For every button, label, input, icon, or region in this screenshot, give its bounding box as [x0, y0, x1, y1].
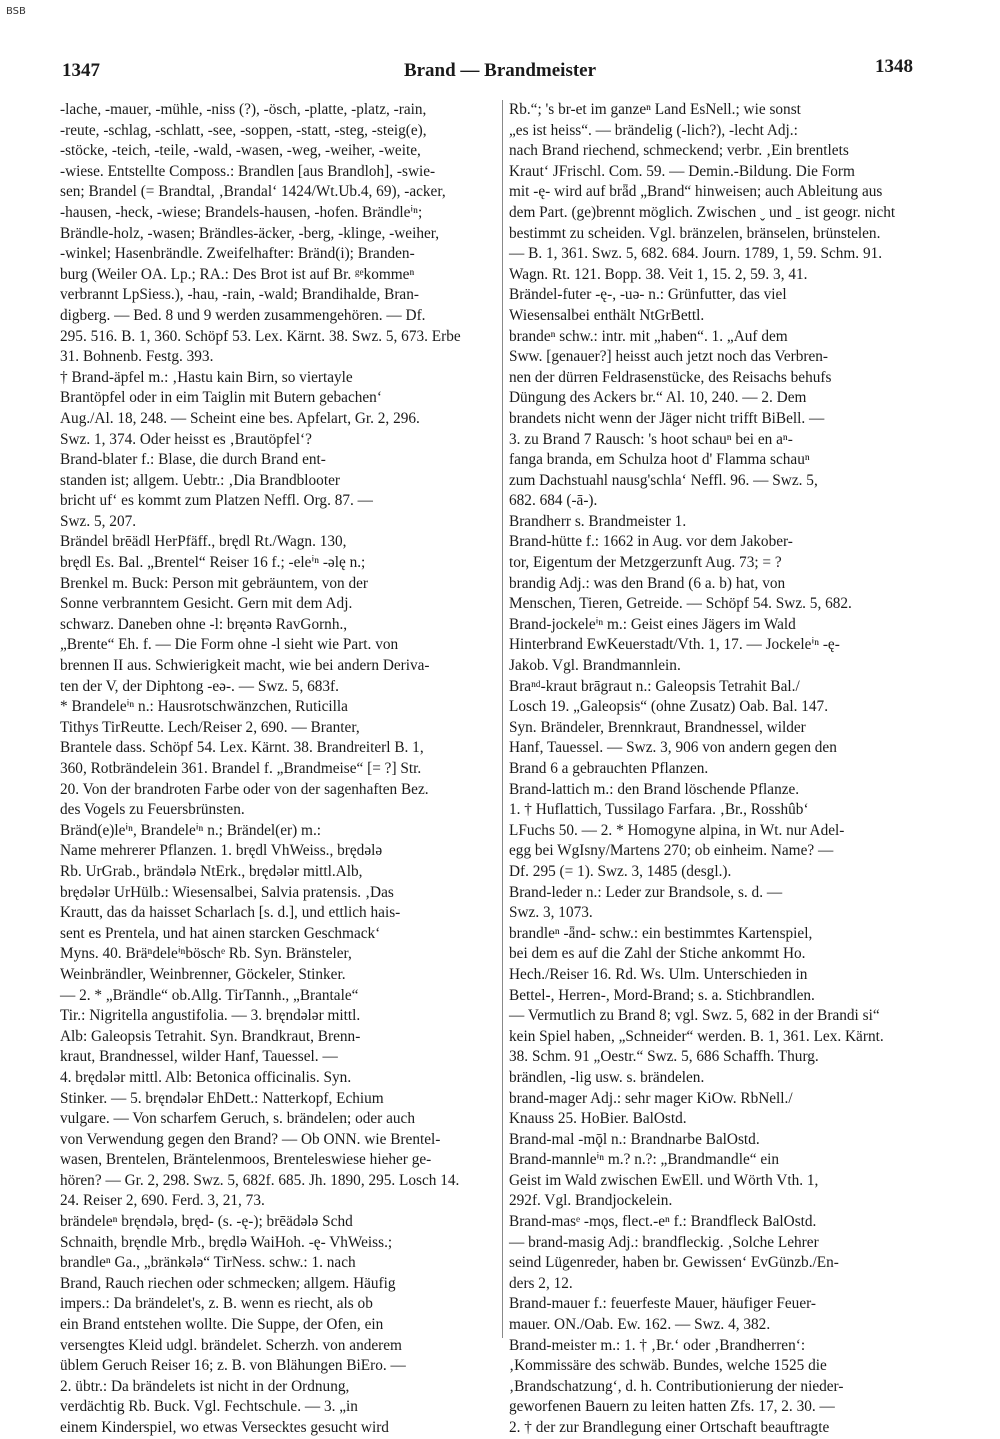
text-line: ders 2, 12.: [509, 1274, 573, 1292]
text-line: — Vermutlich zu Brand 8; vgl. Swz. 5, 682 in der Brandi si“: [509, 1007, 880, 1025]
text-line: nen der dürren Feldrasenstücke, des Reisachs behufs: [509, 368, 832, 386]
text-line: -hausen, -heck, -wiese; Brandels-hausen, -hofen. Brändleⁱⁿ;: [60, 203, 423, 221]
text-line: vulgare. — Von scharfem Geruch, s. brändelen; oder auch: [60, 1110, 415, 1128]
text-line: Tithys TirReutte. Lech/Reiser 2, 690. — Branter,: [60, 718, 360, 736]
text-line: Bränd(e)leⁱⁿ, Brandeleⁱⁿ n.; Brändel(er) m.:: [60, 821, 322, 839]
text-line: bei dem es auf die Zahl der Stiche ankommt Ho.: [509, 945, 806, 963]
text-line: sen; Brandel (= Brandtal, ‚Brandal‘ 1424/Wt.Ub.4, 69), -acker,: [60, 183, 446, 201]
text-line: fanga branda, em Schulza hoot d' Flamma schauⁿ: [509, 451, 810, 469]
text-line: verdächtig Rb. Buck. Vgl. Fechtschule. — 3. „in: [60, 1398, 358, 1416]
text-line: dem Part. (ge)brennt möglich. Zwischen ˬ und ˍ ist geogr. nicht: [509, 203, 896, 221]
text-line: sent es Prentela, und hat ainen starcken Geschmack‘: [60, 924, 381, 942]
text-line: Brand 6 a gebrauchten Pflanzen.: [509, 760, 709, 777]
text-line: LFuchs 50. — 2. * Homogyne alpina, in Wt. nur Adel-: [509, 821, 845, 839]
text-line: ein Brand entstehen wollte. Die Suppe, der Ofen, ein: [60, 1316, 384, 1334]
right-column: [509, 100, 934, 1436]
text-line: * Brandeleⁱⁿ n.: Hausrotschwänzchen, Ruticilla: [60, 698, 348, 716]
text-line: Weinbrändler, Weinbrenner, Göckeler, Stinker.: [60, 965, 346, 983]
text-line: 2. übtr.: Da brändelets ist nicht in der Ordnung,: [60, 1377, 350, 1395]
text-line: -reute, -schlag, -schlatt, -see, -soppen, -statt, -steg, -steig(e),: [60, 121, 427, 139]
text-line: Alb: Galeopsis Tetrahit. Syn. Brandkraut, Brenn-: [60, 1027, 361, 1045]
text-line: — 2. * „Brändle“ ob.Allg. TirTannh., „Brantale“: [60, 986, 359, 1004]
running-header: Brand — Brandmeister: [403, 60, 597, 81]
text-line: Swz. 5, 207.: [60, 512, 137, 530]
text-line: Myns. 40. Bräⁿdeleⁱⁿböschᵉ Rb. Syn. Bränsteler,: [60, 945, 352, 963]
text-line: Hech./Reiser 16. Rd. Ws. Ulm. Unterschieden in: [509, 965, 808, 983]
text-line: mauer. ON./Oab. Ew. 162. — Swz. 4, 382.: [509, 1316, 771, 1334]
text-line: brędl Es. Bal. „Brentel“ Reiser 16 f.; -eleⁱⁿ -əlę n.;: [60, 554, 366, 572]
page-number-right: 1348: [875, 56, 913, 77]
text-line: Name mehrerer Pflanzen. 1. brędl VhWeiss., brędələ: [60, 842, 383, 860]
text-line: Brand-hütte f.: 1662 in Aug. vor dem Jakober-: [509, 533, 793, 551]
text-line: impers.: Da brändelet's, z. B. wenn es riecht, als ob: [60, 1295, 373, 1313]
text-line: 4. brędələr mittl. Alb: Betonica officinalis. Syn.: [60, 1068, 352, 1086]
text-line: Geist im Wald zwischen EwEll. und Wörth Vth. 1,: [509, 1171, 819, 1189]
text-line: † Brand-äpfel m.: ‚Hastu kain Birn, so viertayle: [60, 368, 353, 386]
text-line: 2. † der zur Brandlegung einer Ortschaft beauftragte: [509, 1419, 830, 1436]
text-line: Brand-mannleⁱⁿ m.? n.?: „Brandmandle“ ein: [509, 1151, 780, 1169]
text-line: ten der V, der Diphtong -eə-. — Swz. 5, 683f.: [60, 677, 339, 695]
text-line: Aug./Al. 18, 248. — Scheint eine bes. Apfelart, Gr. 2, 296.: [60, 409, 420, 427]
text-line: standen ist; allgem. Uebtr.: ‚Dia Brandblooter: [60, 471, 340, 489]
text-line: ‚Kommissäre des schwäb. Bundes, welche 1525 die: [509, 1357, 827, 1375]
text-line: brandeⁿ schw.: intr. mit „haben“. 1. „Auf dem: [509, 327, 788, 345]
text-line: kraut, Brandnessel, wilder Hanf, Tauessel. —: [60, 1048, 338, 1066]
text-line: schwarz. Daneben ohne -l: bręəntə RavGornh.,: [60, 615, 348, 633]
text-line: „es ist heiss“. — brändelig (-lich?), -lecht Adj.:: [509, 121, 798, 139]
text-line: Brand-meister m.: 1. † ‚Br.‘ oder ‚Brandherren‘:: [509, 1336, 806, 1354]
text-line: Syn. Brändeler, Brennkraut, Brandnessel, wilder: [509, 718, 806, 736]
text-line: Schnaith, bręndle Mrb., brędlə WaiHoh. -ę- VhWeiss.;: [60, 1233, 393, 1251]
text-line: Brand-mal -mǭl n.: Brandnarbe BalOstd.: [509, 1130, 760, 1148]
text-line: Bettel-, Herren-, Mord-Brand; s. a. Stichbrandlen.: [509, 986, 815, 1004]
text-line: Brand-masᵉ -mǫs, flect.-eⁿ f.: Brandfleck BalOstd.: [509, 1213, 817, 1231]
text-line: brändeleⁿ bręndələ, bręd- (s. -ę-); brēädələ Schd: [60, 1213, 353, 1231]
text-line: versengtes Kleid udgl. brändelet. Scherzh. von anderem: [60, 1336, 402, 1354]
text-line: von Verwendung gegen den Brand? — Ob ONN. wie Brentel-: [60, 1130, 441, 1148]
text-line: Tir.: Nigritella angustifolia. — 3. bręndələr mittl.: [60, 1007, 361, 1025]
text-line: brandleⁿ Ga., „bränkələ“ TirNess. schw.: 1. nach: [60, 1254, 356, 1272]
text-line: mit -ę- wird auf brǟd „Brand“ hinweisen; auch Ableitung aus: [509, 183, 883, 201]
text-line: brandig Adj.: was den Brand (6 a. b) hat, von: [509, 574, 786, 592]
text-line: „Brente“ Eh. f. — Die Form ohne -l sieht wie Part. von: [60, 636, 399, 654]
text-line: 682. 684 (-ā-).: [509, 492, 598, 510]
text-line: — B. 1, 361. Swz. 5, 682. 684. Journ. 1789, 1, 59. Schm. 91.: [509, 245, 883, 263]
text-line: 31. Bohnenb. Festg. 393.: [60, 348, 214, 366]
text-line: brand-mager Adj.: sehr mager KiOw. RbNell./: [509, 1089, 793, 1107]
text-line: Sonne verbranntem Gesicht. Gern mit dem Adj.: [60, 595, 353, 613]
text-line: -stöcke, -teich, -teile, -wald, -wasen, -weg, -weiher, -weite,: [60, 142, 421, 160]
text-line: kein Spiel haben, „Schneider“ werden. B. 1, 361. Lex. Kärnt.: [509, 1027, 884, 1045]
page-number-left: 1347: [62, 60, 100, 81]
text-line: Brand, Rauch riechen oder schmecken; allgem. Häufig: [60, 1274, 396, 1292]
text-line: Braⁿᵈ-kraut brāgraut n.: Galeopsis Tetrahit Bal./: [509, 677, 800, 695]
text-line: Brand-leder n.: Leder zur Brandsole, s. d. —: [509, 883, 783, 901]
text-line: Brändel brēädl HerPfäff., brędl Rt./Wagn. 130,: [60, 533, 347, 551]
text-line: Df. 295 (= 1). Swz. 3, 1485 (desgl.).: [509, 862, 732, 880]
text-line: 292f. Vgl. Brandjockelein.: [509, 1192, 673, 1210]
text-line: Sww. [genauer?] heisst auch jetzt noch das Verbren-: [509, 348, 828, 366]
text-line: bestimmt zu scheiden. Vgl. bränzelen, bränselen, brünstelen.: [509, 224, 881, 242]
text-line: üblem Geruch Reiser 16; z. B. von Blähungen BiEro. —: [60, 1357, 406, 1375]
text-line: Krautt, das da haisset Scharlach [s. d.], und ettlich hais-: [60, 904, 401, 922]
text-line: Swz. 1, 374. Oder heisst es ‚Brautöpfel‘?: [60, 430, 312, 448]
text-line: -wiese. Entstellte Composs.: Brandlen [aus Brandloh], -swie-: [60, 162, 436, 180]
text-line: Hinterbrand EwKeuerstadt/Vth. 1, 17. — Jockeleⁱⁿ -ę-: [509, 636, 840, 654]
text-line: des Vogels zu Feuersbrünsten.: [60, 801, 245, 819]
text-line: Brand-jockeleⁱⁿ m.: Geist eines Jägers im Wald: [509, 615, 796, 633]
text-line: Kraut‘ JFrischl. Com. 59. — Demin.-Bildung. Die Form: [509, 162, 855, 180]
text-line: zum Dachstuahl nausg'schla‘ Neffl. 96. — Swz. 5,: [509, 471, 818, 489]
text-line: Stinker. — 5. bręndələr EhDett.: Natterkopf, Echium: [60, 1089, 384, 1107]
text-line: -lache, -mauer, -mühle, -niss (?), -ösch, -platte, -platz, -rain,: [60, 101, 427, 118]
text-line: bricht uf‘ es kommt zum Platzen Neffl. Org. 87. —: [60, 492, 373, 510]
column-divider: [502, 100, 503, 1338]
text-line: einem Kinderspiel, wo etwas Versecktes gesucht wird: [60, 1419, 389, 1436]
text-line: hören? — Gr. 2, 298. Swz. 5, 682f. 685. Jh. 1890, 295. Losch 14.: [60, 1171, 460, 1189]
text-line: brandleⁿ -ǟnd- schw.: ein bestimmtes Kartenspiel,: [509, 924, 813, 942]
text-line: Losch 19. „Galeopsis“ (ohne Zusatz) Oab. Bal. 147.: [509, 698, 829, 716]
text-line: verbrannt LpSiess.), -hau, -rain, -wald; Brandihalde, Bran-: [60, 286, 419, 304]
text-line: seind Lügenreder, haben br. Gewissen‘ EvGünzb./En-: [509, 1254, 839, 1272]
text-line: Knauss 25. HoBier. BalOstd.: [509, 1110, 687, 1128]
text-line: 360, Rotbrändelein 361. Brandel f. „Brandmeise“ [= ?] Str.: [60, 760, 422, 777]
text-line: Brändel-futer -ę-, -uə- n.: Grünfutter, das viel: [509, 286, 787, 304]
text-line: tor, Eigentum der Metzgerzunft Aug. 73; = ?: [509, 554, 782, 572]
text-line: Hanf, Tauessel. — Swz. 3, 906 von andern gegen den: [509, 739, 837, 757]
text-line: nach Brand riechend, schmeckend; verbr. ‚Ein brentlets: [509, 142, 849, 160]
text-line: brennen II aus. Schwierigkeit macht, wie bei andern Deriva-: [60, 657, 430, 675]
text-line: ‚Brandschatzung‘, d. h. Contributionierung der nieder-: [509, 1377, 844, 1395]
left-column: [60, 100, 498, 1436]
text-line: 1. † Huflattich, Tussilago Farfara. ‚Br., Rosshûb‘: [509, 801, 809, 819]
text-line: Rb.“; 's br-et im ganzeⁿ Land EsNell.; wie sonst: [509, 101, 801, 118]
text-line: -winkel; Hasenbrändle. Zweifelhafter: Bränd(i); Branden-: [60, 245, 415, 263]
text-line: — brand-masig Adj.: brandfleckig. ‚Solche Lehrer: [509, 1233, 819, 1251]
text-line: Brandherr s. Brandmeister 1.: [509, 512, 687, 530]
text-line: Brändle-holz, -wasen; Brändles-äcker, -berg, -klinge, -weiher,: [60, 224, 440, 242]
text-line: digberg. — Bed. 8 und 9 werden zusammengehören. — Df.: [60, 306, 426, 324]
text-line: wasen, Brentelen, Bräntelenmoos, Brenteleswiese hieher ge-: [60, 1151, 432, 1169]
text-line: Düngung des Ackers br.“ Al. 10, 240. — 2. Dem: [509, 389, 807, 407]
text-line: egg bei WgIsny/Martens 270; ob einheim. Name? —: [509, 842, 834, 860]
text-line: Brantöpfel oder in eim Taiglin mit Butern gebachen‘: [60, 389, 382, 407]
text-line: brändlen, -lig usw. s. brändelen.: [509, 1068, 705, 1086]
text-line: brandets nicht wenn der Jäger nicht trifft BiBell. —: [509, 409, 825, 427]
text-line: Rb. UrGrab., brändələ NtErk., brędələr mittl.Alb,: [60, 862, 363, 880]
text-line: Brantele dass. Schöpf 54. Lex. Kärnt. 38. Brandreiterl B. 1,: [60, 739, 424, 757]
library-stamp: BSB: [6, 6, 26, 17]
text-line: Brand-mauer f.: feuerfeste Mauer, häufiger Feuer-: [509, 1295, 816, 1313]
text-line: Brand-blater f.: Blase, die durch Brand ent-: [60, 451, 326, 469]
text-line: Wagn. Rt. 121. Bopp. 38. Veit 1, 15. 2, 59. 3, 41.: [509, 265, 808, 283]
text-line: Brand-lattich m.: den Brand löschende Pflanze.: [509, 780, 800, 798]
text-line: Brenkel m. Buck: Person mit gebräuntem, von der: [60, 574, 368, 592]
text-line: geworfenen Bauern zu leiten hatten Zfs. 17, 2. 30. —: [509, 1398, 835, 1416]
text-line: burg (Weiler OA. Lp.; RA.: Des Brot ist auf Br. ᵍᵉkommeⁿ: [60, 265, 415, 283]
text-line: brędələr UrHülb.: Wiesensalbei, Salvia pratensis. ‚Das: [60, 883, 394, 901]
text-line: 24. Reiser 2, 690. Ferd. 3, 21, 73.: [60, 1192, 265, 1210]
text-line: 3. zu Brand 7 Rausch: 's hoot schauⁿ bei en aⁿ-: [509, 430, 793, 448]
text-line: Menschen, Tieren, Getreide. — Schöpf 54. Swz. 5, 682.: [509, 595, 852, 613]
text-line: 38. Schm. 91 „Oestr.“ Swz. 5, 686 Schaffh. Thurg.: [509, 1048, 819, 1066]
text-line: Jakob. Vgl. Brandmannlein.: [509, 657, 681, 675]
text-line: 295. 516. B. 1, 360. Schöpf 53. Lex. Kärnt. 38. Swz. 5, 673. Erbe: [60, 327, 461, 345]
text-line: Swz. 3, 1073.: [509, 904, 593, 922]
text-line: 20. Von der brandroten Farbe oder von der sagenhaften Bez.: [60, 780, 429, 798]
text-line: Wiesensalbei enthält NtGrBettl.: [509, 306, 705, 324]
